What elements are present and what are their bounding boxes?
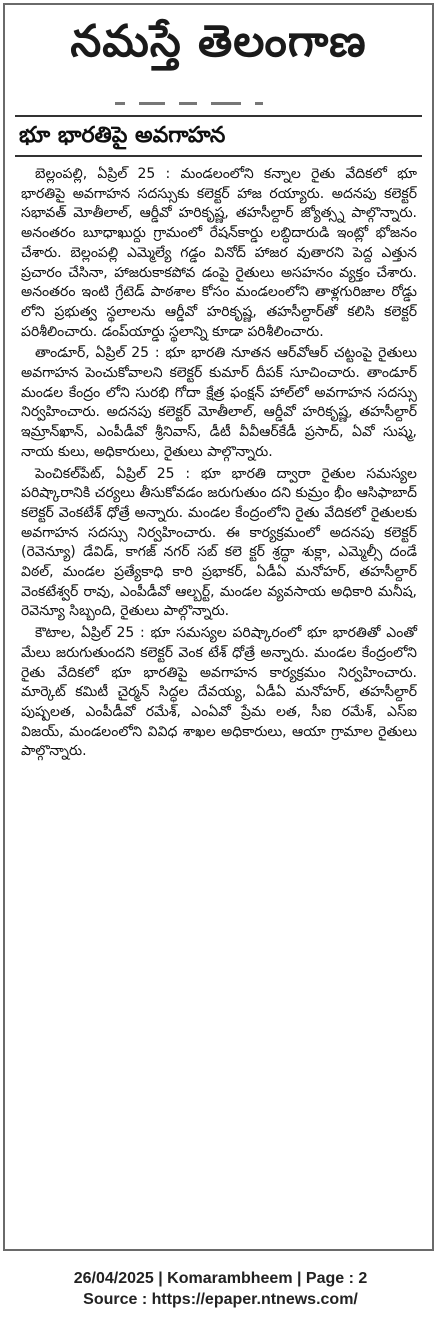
headline-bottom-rule xyxy=(15,155,422,157)
article-headline: భూ భారతిపై అవగాహన xyxy=(19,123,226,148)
dateline: 26/04/2025 | Komarambheem | Page : 2 xyxy=(73,1270,368,1287)
masthead-divider-marks xyxy=(115,99,295,107)
clipping-footer xyxy=(0,1268,441,1310)
article-paragraph: తాండూర్, ఏప్రిల్ 25 : భూ భారతి నూతన ఆర్‌వోఆర్ చట్టంపై రైతులు అవగాహన పెంచుకోవాలని కలెక్టర్ కుమార్ దీపక్ సూచించారు. తాండూర్ మండల కేంద్రం లోని సురభి గోదా క్షేత్ర ఫంక్షన్ హాల్‌లో అవగాహన సదస్సు నిర్వహించారు. అదనపు కలెక్టర్ మోతీలాల్, ఆర్డీవో హరికృష్ణ, తహసీల్దార్ ఇమ్రాన్‌ఖాన్, ఎంపీడీవో శ్రీనివాస్, డీటీ వీవీఆర్‌కేడీ ప్రసాద్, ఏవో సుష్మ, నాయ కులు, అధికారులు, రైతులు పాల్గొన్నారు. xyxy=(21,345,417,460)
article-paragraph: పెంచికల్‌పేట్, ఏప్రిల్ 25 : భూ భారతి ద్వారా రైతుల సమస్యల పరిష్కారానికి చర్యలు తీసుకోవడం జరుగుతుం దని కుమ్రం భీం ఆసిఫాబాద్ కలెక్టర్ వెంకటేశ్ ధోత్రే అన్నారు. మండల కేంద్రంలోని రైతు వేదికలో రైతులకు అవగాహన సదస్సు నిర్వహించారు. ఈ కార్యక్రమంలో అదనపు కలెక్టర్ (రెవెన్యూ) డేవిడ్, కాగజ్ నగర్ సబ్ కలె క్టర్ శ్రద్ధా శుక్లా, ఎమ్మెల్సీ దండే విఠల్, మండల ప్రత్యేకాధి కారి ప్రభాకర్, ఏడీఏ మనోహర్, తహసీల్దార్ వెంకటేశ్వర్ రావు, ఎంపీడీవో ఆల్బర్ట్, మండల వ్యవసాయ అధికారి మనీష, రెవెన్యూ సిబ్బంది, రైతులు పాల్గొన్నారు. xyxy=(21,465,417,620)
article-body xyxy=(21,165,417,764)
clipping-frame xyxy=(3,3,434,1251)
source-link[interactable]: Source : https://epaper.ntnews.com/ xyxy=(83,1291,358,1308)
article-paragraph: బెల్లంపల్లి, ఏప్రిల్ 25 : మండలంలోని కన్నాల రైతు వేదికలో భూ భారతిపై అవగాహన సదస్సుకు కలెక్టర్ హాజ రయ్యారు. అదనపు కలెక్టర్ సభావత్ మోతీలాల్, ఆర్డీవో హరికృష్ణ, తహసీల్దార్ జ్యోత్స్న పాల్గొన్నారు. అనంతరం బూధాఖుర్దు గ్రామంలో రేషన్‌కార్డు లబ్ధిదారుడి ఇంట్లో భోజనం చేశారు. బెల్లంపల్లి ఎమ్మెల్యే గడ్డం వినోద్ హాజర వుతారని పెద్ద ఎత్తున ప్రచారం చేసినా, హాజరుకాకపోవ డంపై రైతులు అసహనం వ్యక్తం చేశారు. అనంతరం ఇంటి గ్రేటెడ్ పాఠశాల కోసం మండలంలోని తాళ్లగురిజాల రోడ్డు లోని ప్రభుత్వ స్థలాలను ఆర్డీవో హరికృష్ణ, తహసీల్దార్‌తో కలిసి కలెక్టర్ పరిశీలించారు. డంప్‌యార్డు స్థలాన్ని కూడా పరిశీలించారు. xyxy=(21,166,417,340)
article-paragraph: కౌటాల, ఏప్రిల్ 25 : భూ సమస్యల పరిష్కారంలో భూ భారతితో ఎంతో మేలు జరుగుతుందని కలెక్టర్ వెంక టేశ్ ధోత్రే అన్నారు. మండల కేంద్రంలోని రైతు వేదికలో భూ భారతిపై అవగాహన కార్యక్రమం నిర్వహించారు. మార్కెట్ కమిటీ చైర్మన్ సిద్ధల దేవయ్య, ఏడీఏ మనోహర్, తహసీల్దార్ పుష్పలత, ఎంపీడీవో రమేశ్, ఎంఏవో ప్రేమ లత, సీఐ రమేశ్, ఎస్ఐ విజయ్, మండలంలోని వివిధ శాఖల అధికారులు, ఆయా గ్రామాల రైతులు పాల్గొన్నారు. xyxy=(21,625,417,760)
headline-top-rule xyxy=(15,115,422,117)
newspaper-masthead: నమస్తే తెలంగాణ xyxy=(70,16,367,67)
